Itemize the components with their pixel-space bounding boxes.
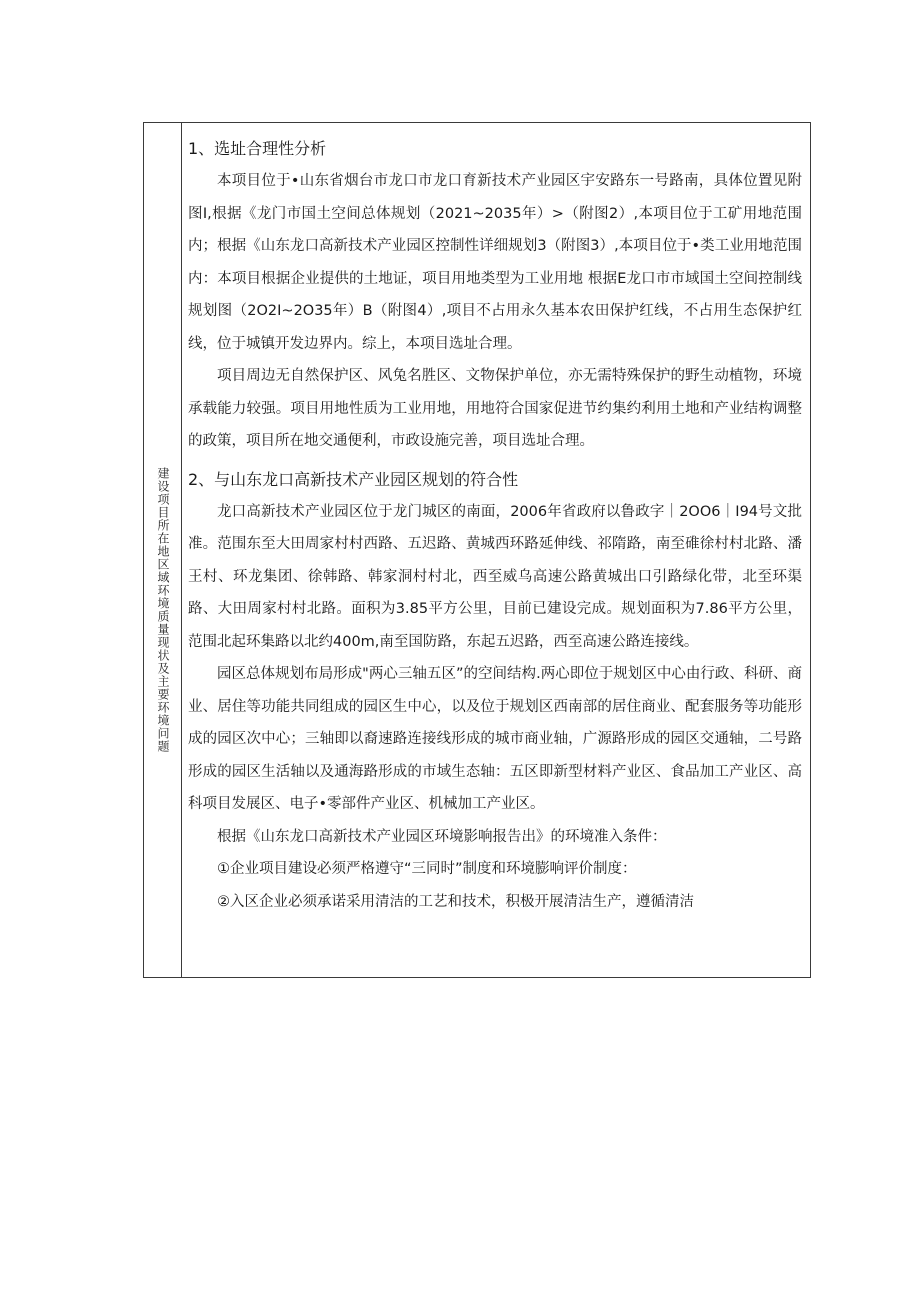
- side-label-cell: [144, 123, 182, 977]
- side-label: 建设项目所在地区域环境质量现状及主要环境问题: [156, 467, 170, 753]
- paragraph: 园区总体规划布局形成"两心三轴五区”的空间结构.两心即位于规划区中心由行政、科研、商业、居住等功能共同组成的园区生中心，以及位于规划区西南部的居住商业、配套服务等功能形成的园区次中心；三轴即以裔速路连接线形成的城市商业轴，广源路形成的园区交通轴，二号路形成的园区生活轴以及通海路形成的市域生态轴：五区即新型材料产业区、食品加工产业区、高科项目发展区、电子•零部件产业区、机械加工产业区。: [188, 666, 802, 812]
- section-heading-park-planning: 2、与山东龙口高新技术产业园区规划的符合性: [188, 469, 519, 489]
- document-table: [143, 122, 811, 978]
- paragraph: 龙口高新技术产业园区位于龙门城区的南面，2006年省政府以鲁政字｜2OO6｜I94号文批准。范围东至大田周家村村西路、五迟路、黄城西环路延伸线、祁隋路，南至碓徐村村北路、潘王村、环龙集团、徐韩路、韩家洞村村北，西至威乌高速公路黄城出口引路绿化带，北至环渠路、大田周家村村北路。面积为3.85平方公里，目前已建设完成。规划面积为7.86平方公里，范围北起环集路以北约400m,南至国防路，东起五迟路，西至高速公路连接线。: [188, 503, 802, 650]
- paragraph: 项目周边无自然保护区、风兔名胜区、文物保护单位，亦无需特殊保护的野生动植物，环境承载能力较强。项目用地性质为工业用地，用地符合国家促进节约集约利用土地和产业结构调整的政策，项目所在地交通便利，市政设施完善，项目选址合理。: [188, 368, 802, 449]
- section-heading-site-selection: 1、选址合理性分析: [188, 139, 327, 158]
- paragraph: ①企业项目建设必须严格遵守“三同时”制度和环境膨响评价制度：: [217, 861, 637, 877]
- paragraph: ②入区企业必须承诺采用清洁的工艺和技术，积极开展清洁生产，遵循清洁: [217, 893, 694, 910]
- paragraph: 根据《山东龙口高新技术产业园区环境影响报告出》的环境准入条件：: [217, 828, 667, 845]
- content-cell: [182, 123, 812, 977]
- paragraph: 本项目位于•山东省烟台市龙口市龙口育新技术产业园区宇安路东一号路南，具体位置见附图I,根据《龙门市国土空间总体规划（2021~2035年）>（附图2）,本项目位于工矿用地范围内；根据《山东龙口高新技术产业园区控制性详细规划3（附图3）,本项目位于•类工业用地范围内：本项目根据企业提供的土地证，项目用地类型为工业用地 根据E龙口市市域国土空间控制线规划图（2O2I~2O35年）B（附图4）,项目不占用永久基本农田保护红线，不占用生态保护红线，位于城镇开发边界内。综上，本项目选址合理。: [188, 173, 802, 352]
